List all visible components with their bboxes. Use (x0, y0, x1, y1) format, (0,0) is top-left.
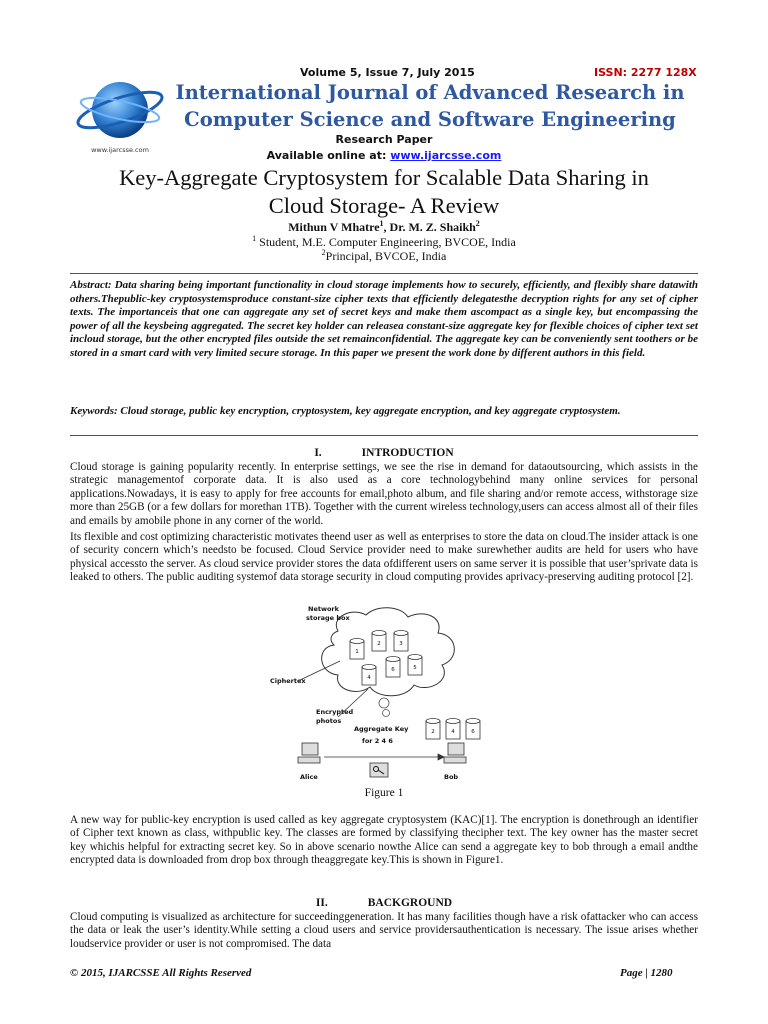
key-icon (370, 763, 388, 777)
journal-url-link[interactable]: www.ijarcsse.com (390, 149, 502, 162)
logo-text: www.ijarcsse.com (91, 146, 149, 154)
alice-computer-icon (298, 743, 320, 763)
aff-1-text: Student, M.E. Computer Engineering, BVCOE, India (256, 235, 516, 249)
intro-paragraph-3: A new way for public-key encryption is used called as key aggregate cryptosystem (KAC)[1]. The encryption is donethrough an identifier of Cipher text known as class, withpublic key. The classes are formed by classifying thecipher text. The key owner has the master secret key whichis helpful for extracting secret key. So in above scenario nowthe Alice can send a aggregate key to bob through a email andthe encrypted data is downloaded from drop box through theaggregate key.This is shown in Figure1. (70, 814, 698, 867)
section-background-heading (0, 897, 768, 909)
cyl-label: 3 (399, 641, 403, 647)
paper-title-line1: Key-Aggregate Cryptosystem for Scalable Data Sharing in (119, 165, 649, 190)
fig-for-key-label: for 2 4 6 (362, 737, 393, 745)
cyl-label: 5 (413, 665, 417, 671)
aff-1-sup: 1 (252, 234, 257, 243)
author-2-sup: 2 (475, 219, 480, 228)
section-number: II. (315, 897, 328, 909)
figure-1-caption: Figure 1 (364, 787, 404, 799)
background-paragraph-1: Cloud computing is visualized as architecture for succeedinggeneration. It has many facilities though have a risk ofattacker who can access the data or leak the user’s identity.While setting a cloud users and service providersauthentication is necessary. The issue arises whether loudservice provider or user is not compromised. The data (70, 911, 698, 950)
bob-computer-icon (444, 743, 466, 763)
bob-cyl-label: 2 (431, 729, 435, 735)
fig-encrypted-label-2: photos (316, 717, 342, 725)
section-title: INTRODUCTION (361, 447, 454, 459)
rule-top (70, 273, 698, 274)
author-1: Mithun V Mhatre (288, 220, 380, 234)
affiliation-2 (0, 248, 768, 264)
intro-paragraph-1: Cloud storage is gaining popularity recently. In enterprise settings, we see the rise in demand for dataoutsourcing, which assists in the strategic managementof corporate data. It is also used as a core technologybehind many online services for personal applications.Nowadays, it is easy to apply for free accounts for email,photo album, and file sharing and/or remote access, withstorage size more than 25GB (or a few dollars for morethan 1TB). Together with the current wireless technology,users can access almost all of their files and emails by amobile phone in any corner of the world. (70, 461, 698, 527)
journal-name-line1: International Journal of Advanced Research in (175, 81, 685, 104)
cyl-label: 4 (367, 675, 371, 681)
cyl-label: 2 (377, 641, 381, 647)
footer-page-number: Page | 1280 (620, 967, 673, 979)
authors (0, 219, 768, 235)
figure-1-diagram (268, 603, 500, 783)
available-online (0, 149, 768, 162)
author-1-sup: 1 (379, 219, 384, 228)
aff-2-text: Principal, BVCOE, India (325, 249, 447, 263)
fig-alice-label: Alice (300, 773, 318, 781)
fig-aggregate-key-label: Aggregate Key (354, 725, 409, 733)
bob-cyl-label: 4 (451, 729, 455, 735)
author-2: , Dr. M. Z. Shaikh (383, 220, 476, 234)
issn: ISSN: 2277 128X (594, 66, 697, 79)
rule-bottom (70, 435, 698, 436)
section-number: I. (314, 447, 322, 459)
paper-title (40, 164, 728, 220)
cloud-bubbles (379, 698, 390, 717)
fig-network-label-1: Network (308, 605, 339, 613)
abstract: Abstract: Data sharing being important functionality in cloud storage implements how to securely, efficiently, and flexibly share datawith others.Thepublic-key cryptosystemsproduce constant-size cipher texts that efficiently delegatesthe decryption rights for any set of cipher texts. The importanceis that one can aggregate any set of secret keys and make them ascompact as a single key, but encompassing the power of all the keysbeing aggregated. The secret key holder can releasea constant-size aggregate key for flexible choices of cipher text set incloud storage, but the other encrypted files outside the set remainconfidential. The aggregate key can be conveniently sent toothers or be stored in a smart card with very limited secure storage. In this paper we present the work done by different authors in this field. (70, 279, 698, 359)
aff-2-sup: 2 (321, 248, 326, 257)
fig-bob-label: Bob (444, 773, 459, 781)
cyl-label: 6 (391, 667, 395, 673)
bob-cyl-label: 6 (471, 729, 475, 735)
fig-encrypted-label-1: Encrypted (316, 708, 354, 716)
fig-ciphertex-label: Ciphertex (270, 677, 306, 685)
paper-title-line2: Cloud Storage- A Review (268, 193, 500, 218)
available-prefix: Available online at: (266, 149, 391, 162)
fig-network-label-2: storage box (306, 614, 350, 622)
section-introduction-heading (0, 447, 768, 459)
intro-paragraph-2: Its flexible and cost optimizing characteristic motivates theend user as well as enterprises to store the data on cloud.The insider attack is one of security concern which’s needsto be focused. Cloud Service provider need to make surewhether audits are held for users who have physical accessto the server. As cloud service provider stores the data ofdifferent users on same server it is possible that user’sprivate data is leaked to others. The public auditing systemof data storage security in cloud computing provides aprivacy-preserving auditing protocol [2]. (70, 531, 698, 584)
cyl-label: 1 (355, 649, 359, 655)
journal-name-line2: Computer Science and Software Engineering (184, 108, 676, 131)
journal-name (150, 79, 710, 133)
footer-copyright: © 2015, IJARCSSE All Rights Reserved (70, 967, 252, 979)
keywords: Keywords: Cloud storage, public key encryption, cryptosystem, key aggregate encryption, and key aggregate cryptosystem. (70, 405, 621, 417)
section-title: BACKGROUND (367, 897, 453, 909)
paper-type: Research Paper (335, 133, 433, 146)
volume-info: Volume 5, Issue 7, July 2015 (300, 66, 475, 79)
